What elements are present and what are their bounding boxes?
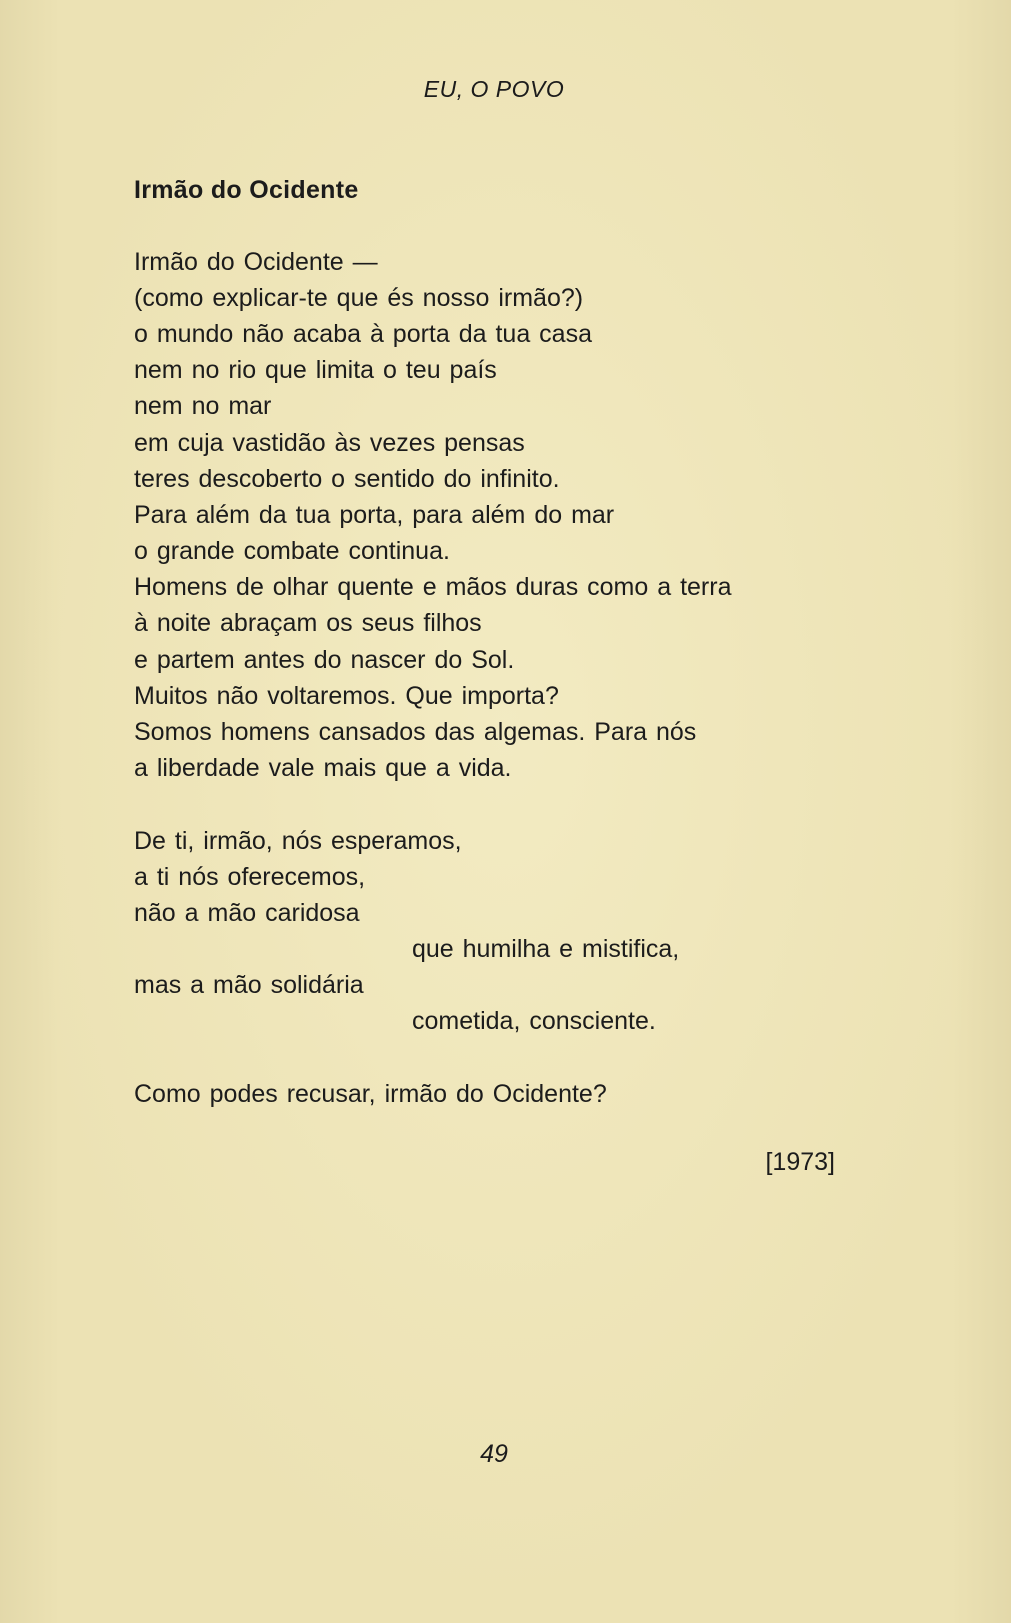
poem-line: à noite abraçam os seus filhos	[134, 609, 482, 637]
poem-line: Homens de olhar quente e mãos duras como a terra	[134, 573, 732, 601]
poem-line-indented: cometida, consciente.	[412, 1007, 656, 1035]
poem-line: Para além da tua porta, para além do mar	[134, 501, 615, 529]
page-number: 49	[480, 1440, 508, 1468]
poem-line: a ti nós oferecemos,	[134, 863, 366, 891]
poem-line: Muitos não voltaremos. Que importa?	[134, 682, 559, 710]
poem-title: Irmão do Ocidente	[134, 176, 359, 204]
poem-line: Somos homens cansados das algemas. Para nós	[134, 718, 697, 746]
poem-line-indented: que humilha e mistifica,	[412, 935, 680, 963]
poem-line: em cuja vastidão às vezes pensas	[134, 429, 525, 457]
poem-line: não a mão caridosa	[134, 899, 360, 927]
poem-line: (como explicar-te que és nosso irmão?)	[134, 284, 584, 312]
poem-line: Irmão do Ocidente —	[134, 248, 378, 276]
poem-line: nem no mar	[134, 392, 272, 420]
poem-line: teres descoberto o sentido do infinito.	[134, 465, 560, 493]
poem-line: De ti, irmão, nós esperamos,	[134, 827, 462, 855]
poem-line: a liberdade vale mais que a vida.	[134, 754, 512, 782]
running-head: EU, O POVO	[423, 76, 565, 102]
poem-line: mas a mão solidária	[134, 971, 364, 999]
poem-line: nem no rio que limita o teu país	[134, 356, 497, 384]
poem-line: Como podes recusar, irmão do Ocidente?	[134, 1080, 607, 1108]
poem-line: o grande combate continua.	[134, 537, 450, 565]
poem-line: e partem antes do nascer do Sol.	[134, 646, 515, 674]
poem-line: o mundo não acaba à porta da tua casa	[134, 320, 592, 348]
poem-date: [1973]	[765, 1148, 835, 1176]
